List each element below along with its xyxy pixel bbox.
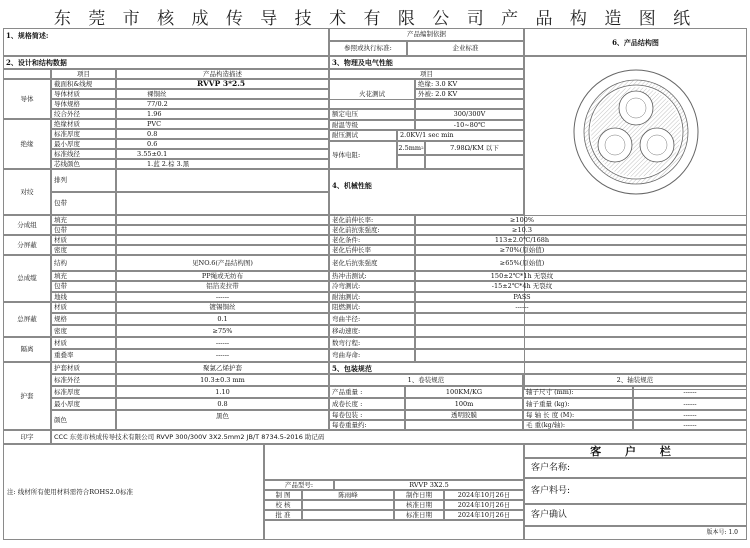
design-value bbox=[116, 169, 329, 192]
customer-confirm-label: 客户确认 bbox=[524, 504, 747, 526]
sign-date-label: 核准日期 bbox=[394, 500, 444, 510]
design-value: 0.8 bbox=[116, 398, 329, 410]
conductor-resistance-value: 7.98Ω/KM 以下 bbox=[425, 141, 524, 155]
design-label: 规格 bbox=[51, 313, 116, 325]
spark-test-insulation: 绝缘: 3.0 KV bbox=[415, 79, 524, 89]
mech-value bbox=[415, 349, 747, 362]
group-shield-sep: 分屏蔽 bbox=[3, 235, 51, 255]
design-label: 截面积&线规 bbox=[51, 79, 116, 89]
design-value bbox=[116, 215, 329, 225]
design-label: 填充 bbox=[51, 215, 116, 225]
design-value bbox=[116, 245, 329, 255]
group-total-shield: 总屏蔽 bbox=[3, 302, 51, 337]
reel-value: ------ bbox=[633, 420, 747, 430]
group-assembly: 总成缆 bbox=[3, 255, 51, 302]
section-4-title: 4、机械性能 bbox=[329, 169, 524, 215]
customer-title: 客 户 栏 bbox=[524, 444, 747, 458]
group-twist: 对绞 bbox=[3, 169, 51, 215]
mech-label: 数弯行程: bbox=[329, 337, 415, 349]
sign-date: 2024年10月26日 bbox=[444, 510, 524, 520]
design-label: 地线 bbox=[51, 292, 116, 302]
design-label: 最小厚度 bbox=[51, 139, 116, 149]
group-blank bbox=[3, 69, 51, 79]
mech-label: 耐油测试: bbox=[329, 292, 415, 302]
design-value: ------ bbox=[116, 349, 329, 362]
mech-value: 113±2.0℃/168h bbox=[415, 235, 747, 245]
mech-label: 老化后伸长率 bbox=[329, 245, 415, 255]
design-value: 铝箔麦拉带 bbox=[116, 281, 329, 292]
sign-role: 批 准 bbox=[264, 510, 302, 520]
design-label: 密度 bbox=[51, 325, 116, 337]
sign-role: 制 图 bbox=[264, 490, 302, 500]
reel-spec-title: 2、轴装规范 bbox=[523, 374, 747, 386]
mech-label: 弯曲寿命: bbox=[329, 349, 415, 362]
coil-value: 100m bbox=[405, 398, 523, 410]
design-value bbox=[116, 235, 329, 245]
design-label: 重叠率 bbox=[51, 349, 116, 362]
design-label: 芯线颜色 bbox=[51, 159, 116, 169]
design-label: 绝缘材质 bbox=[51, 119, 116, 129]
design-value bbox=[116, 192, 329, 215]
model-value: RVVP 3X2.5 bbox=[334, 480, 524, 490]
withstand-test-label: 耐压测试 bbox=[329, 130, 397, 141]
spark-blank bbox=[329, 99, 415, 109]
design-value: 1.蓝 2.棕 3.黑 bbox=[116, 159, 329, 169]
mech-label: 老化前伸长率: bbox=[329, 215, 415, 225]
design-value: ------ bbox=[116, 337, 329, 349]
spark-blank-2 bbox=[415, 99, 524, 109]
reel-value: ------ bbox=[633, 398, 747, 410]
design-label: 护套材质 bbox=[51, 362, 116, 374]
mech-value bbox=[415, 337, 747, 349]
customer-name-label: 客户名称: bbox=[524, 458, 747, 478]
section-5-title: 5、包装规范 bbox=[329, 362, 747, 374]
design-value: 1.96 bbox=[116, 109, 329, 119]
design-header-desc: 产品构造描述 bbox=[116, 69, 329, 79]
design-value: 0.8 bbox=[116, 129, 329, 139]
section-2-title: 2、设计和结构数据 bbox=[3, 56, 329, 69]
group-conductor: 导体 bbox=[3, 79, 51, 119]
design-label: 结构 bbox=[51, 255, 116, 271]
version-label: 版本号: 1.0 bbox=[524, 526, 747, 540]
mech-value: ------ bbox=[415, 302, 747, 313]
footer-note: 注: 线材所有使用材料需符合ROHS2.0标准 bbox=[3, 444, 264, 540]
design-value: 见NO.6(产品结构图) bbox=[116, 255, 329, 271]
reel-value: ------ bbox=[633, 410, 747, 420]
design-label: 包带 bbox=[51, 192, 116, 215]
design-value: 3.55±0.1 bbox=[116, 149, 329, 159]
customer-part-no-label: 客户料号: bbox=[524, 478, 747, 504]
design-label: 颜色 bbox=[51, 410, 116, 430]
mech-label: 热冲击测试: bbox=[329, 271, 415, 281]
mech-value: -15±2℃*4h 无裂纹 bbox=[415, 281, 747, 292]
spark-test-outer: 外被: 2.0 KV bbox=[415, 89, 524, 99]
basis-label: 产品编制依据 bbox=[329, 28, 524, 41]
group-isolation: 隔离 bbox=[3, 337, 51, 362]
mech-value: ≥65%(原始值) bbox=[415, 255, 747, 271]
design-header-item: 项目 bbox=[51, 69, 116, 79]
design-value: PP绳或无纺布 bbox=[116, 271, 329, 281]
design-label: 标准厚度 bbox=[51, 129, 116, 139]
group-sheath: 护套 bbox=[3, 362, 51, 430]
section-6-title: 6、产品结构图 bbox=[524, 28, 747, 56]
mech-label: 弯曲半径: bbox=[329, 313, 415, 325]
mech-value bbox=[415, 325, 747, 337]
design-label: 包带 bbox=[51, 281, 116, 292]
print-label: 印字 bbox=[3, 430, 51, 444]
rated-voltage-value: 300/300V bbox=[415, 109, 524, 120]
design-value: PVC bbox=[116, 119, 329, 129]
design-label: 材质 bbox=[51, 337, 116, 349]
coil-label: 产品重量 : bbox=[329, 386, 405, 398]
sign-name bbox=[302, 500, 394, 510]
rated-voltage-label: 额定电压 bbox=[329, 109, 415, 120]
design-value: 1.10 bbox=[116, 386, 329, 398]
mech-label: 老化前抗张强度: bbox=[329, 225, 415, 235]
design-value: 10.3±0.3 mm bbox=[116, 374, 329, 386]
design-value: 聚氯乙烯护套 bbox=[116, 362, 329, 374]
mech-label: 移动速度: bbox=[329, 325, 415, 337]
coil-label: 每卷包装 : bbox=[329, 410, 405, 420]
design-label: 标准外径 bbox=[51, 374, 116, 386]
design-value: 0.1 bbox=[116, 313, 329, 325]
page-title: 东 莞 市 核 成 传 导 技 术 有 限 公 司 产 品 构 造 图 纸 bbox=[53, 9, 697, 29]
conductor-resistance-area: 2.5mm 2 bbox=[397, 141, 425, 155]
temp-rating-label: 耐温等级 bbox=[329, 120, 415, 130]
design-label: 标准厚度 bbox=[51, 386, 116, 398]
design-label: 标准线径 bbox=[51, 149, 116, 159]
group-insulation: 绝缘 bbox=[3, 119, 51, 169]
reel-value: ------ bbox=[633, 386, 747, 398]
reel-label: 轴子尺寸 (mm): bbox=[523, 386, 633, 398]
print-text: CCC 东莞市核成传导技术有限公司 RVVP 300/300V 3X2.5mm2 JB/T 8734.5-2016 助记码 bbox=[51, 430, 747, 444]
mech-label: 冷弯测试: bbox=[329, 281, 415, 292]
mech-label: 老化条件: bbox=[329, 235, 415, 245]
design-label: 绞合外径 bbox=[51, 109, 116, 119]
sign-name bbox=[302, 510, 394, 520]
footer-blank bbox=[264, 444, 524, 480]
design-label: 材质 bbox=[51, 235, 116, 245]
mech-value: ≥10.3 bbox=[415, 225, 747, 235]
design-label: 导体规格 bbox=[51, 99, 116, 109]
sign-date-label: 制作日期 bbox=[394, 490, 444, 500]
withstand-test-value: 2.0KV/1 sec min bbox=[397, 130, 524, 141]
section-1-title: 1、规格简述: bbox=[3, 28, 329, 56]
design-label: 包带 bbox=[51, 225, 116, 235]
mech-value: ≥70%(原始值) bbox=[415, 245, 747, 255]
mech-label: 阻燃测试: bbox=[329, 302, 415, 313]
coil-spec-title: 1、卷装规范 bbox=[329, 374, 523, 386]
ref-standard-label: 参照或执行标准: bbox=[329, 41, 407, 56]
design-label: 填充 bbox=[51, 271, 116, 281]
design-label: 密度 bbox=[51, 245, 116, 255]
physical-header-item: 项目 bbox=[329, 69, 524, 79]
design-value bbox=[116, 225, 329, 235]
design-value: 裸铜丝 bbox=[116, 89, 329, 99]
coil-label: 每卷重量约: bbox=[329, 420, 405, 430]
ref-standard-value: 企业标准 bbox=[407, 41, 524, 56]
design-label: 最小厚度 bbox=[51, 398, 116, 410]
conductor-resistance-label: 导体电阻: bbox=[329, 141, 397, 169]
reel-label: 毛 重(kg/轴): bbox=[523, 420, 633, 430]
sign-date: 2024年10月26日 bbox=[444, 500, 524, 510]
coil-value: 透明胶膜 bbox=[405, 410, 523, 420]
coil-value: 100KM/KG bbox=[405, 386, 523, 398]
sign-role: 校 核 bbox=[264, 500, 302, 510]
design-value: 镀锡铜丝 bbox=[116, 302, 329, 313]
coil-label: 成卷长度 : bbox=[329, 398, 405, 410]
reel-label: 每 轴 长 度 (M): bbox=[523, 410, 633, 420]
spec-sheet bbox=[3, 28, 747, 540]
design-value: 77/0.2 bbox=[116, 99, 329, 109]
resistance-blank bbox=[397, 155, 425, 169]
design-value: ------ bbox=[116, 292, 329, 302]
design-label: 导体材质 bbox=[51, 89, 116, 99]
design-value: 黑色 bbox=[116, 410, 329, 430]
design-value: 0.6 bbox=[116, 139, 329, 149]
sign-date-label: 标准日期 bbox=[394, 510, 444, 520]
design-value: ≥75% bbox=[116, 325, 329, 337]
mech-value: PASS bbox=[415, 292, 747, 302]
footer-blank-2 bbox=[264, 520, 524, 540]
sign-date: 2024年10月26日 bbox=[444, 490, 524, 500]
resistance-blank-2 bbox=[425, 155, 524, 169]
group-shield-split: 分成组 bbox=[3, 215, 51, 235]
mech-label: 老化后抗张强度 bbox=[329, 255, 415, 271]
reel-label: 轴子重量 (kg): bbox=[523, 398, 633, 410]
spark-test-label: 火花测试 bbox=[329, 79, 415, 109]
model-label: 产品型号: bbox=[264, 480, 334, 490]
mech-value bbox=[415, 313, 747, 325]
design-label: 排列 bbox=[51, 169, 116, 192]
mech-value: ≥100% bbox=[415, 215, 747, 225]
sign-name: 陈雨峰 bbox=[302, 490, 394, 500]
design-value: RVVP 3*2.5 bbox=[116, 79, 329, 89]
design-label: 材质 bbox=[51, 302, 116, 313]
section-3-title: 3、物理及电气性能 bbox=[329, 56, 524, 69]
temp-rating-value: -10~80℃ bbox=[415, 120, 524, 130]
mech-value: 150±2℃*1h 无裂纹 bbox=[415, 271, 747, 281]
coil-value bbox=[405, 420, 523, 430]
